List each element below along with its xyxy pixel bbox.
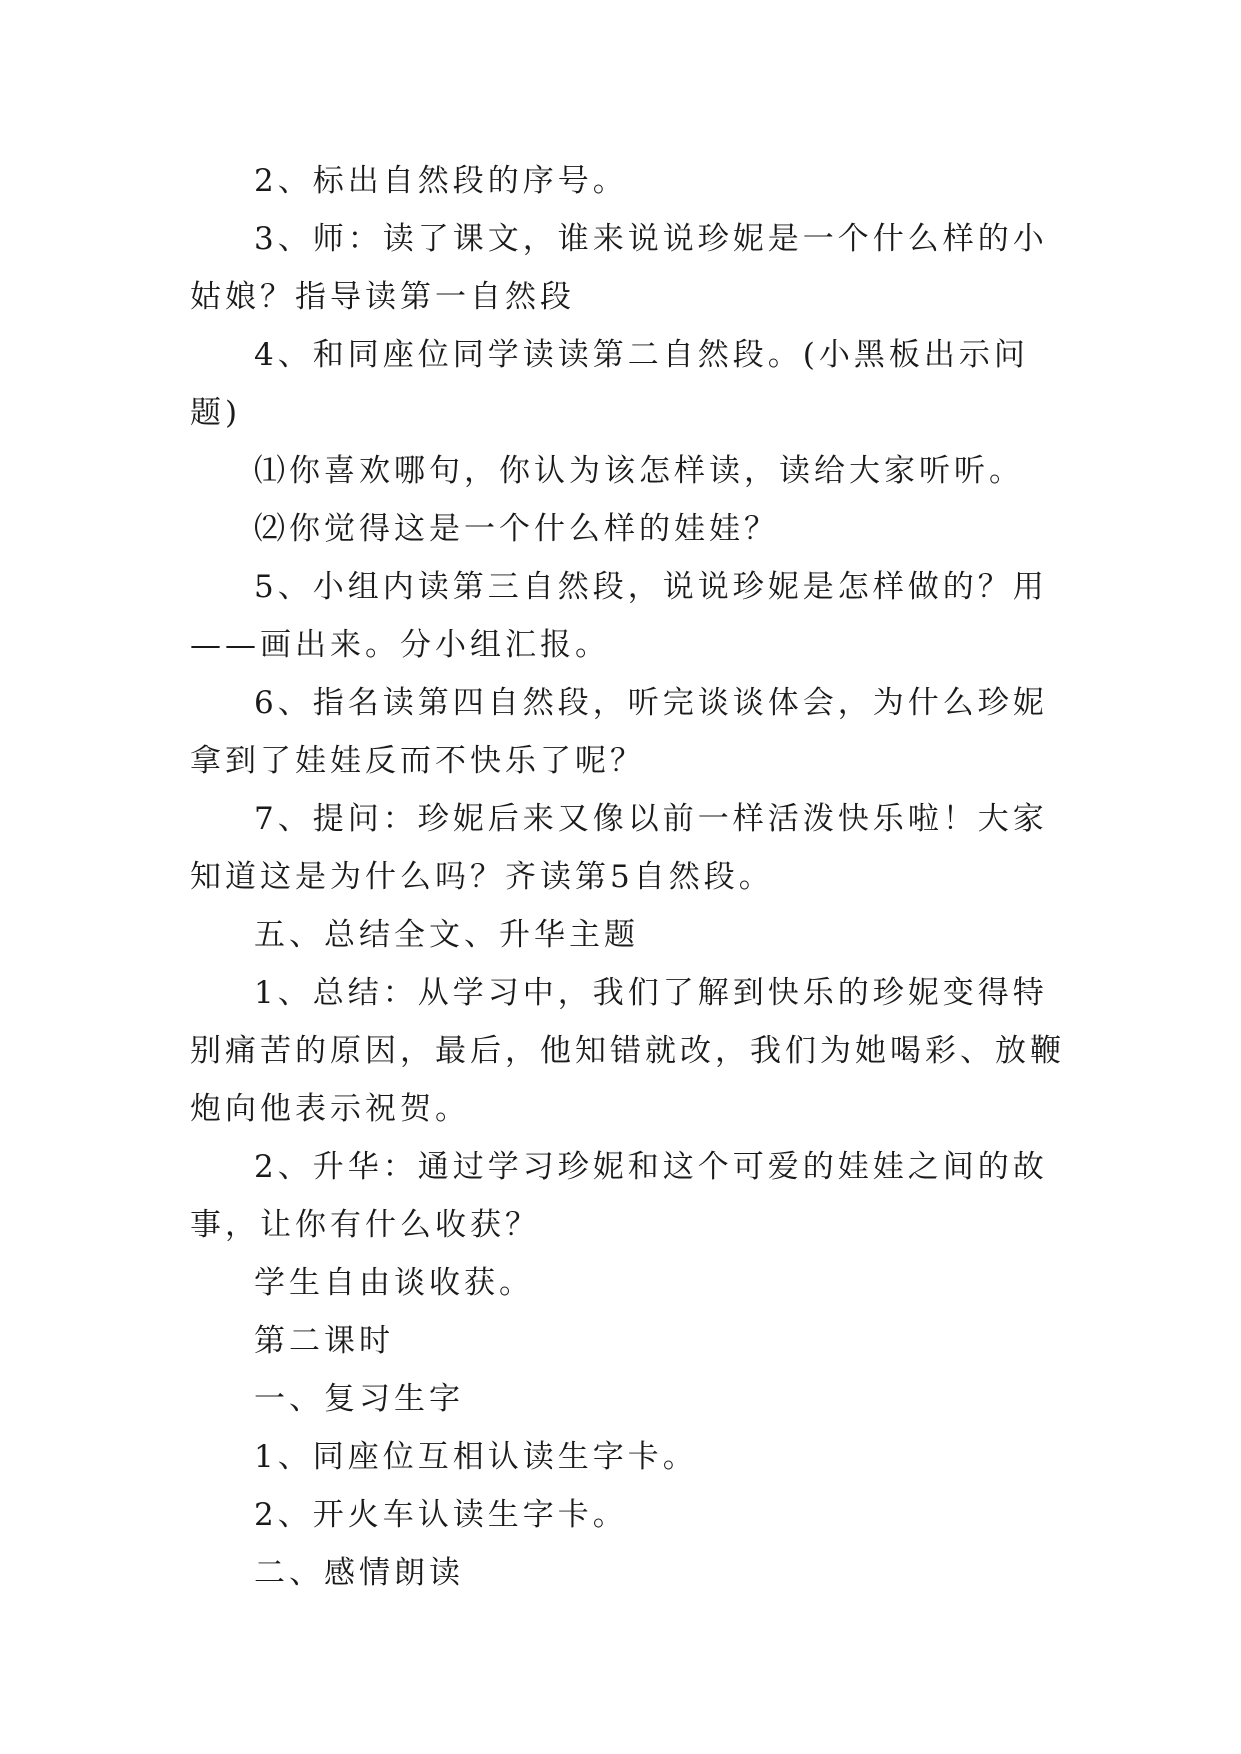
paragraph-summary: 1、总结：从学习中，我们了解到快乐的珍妮变得特别痛苦的原因，最后，他知错就改，我们为她喝彩、放鞭炮向他表示祝贺。: [190, 975, 1065, 1127]
section-heading-reading: 二、感情朗读: [254, 1555, 464, 1591]
paragraph-step-3: 3、师：读了课文，谁来说说珍妮是一个什么样的小姑娘？指导读第一自然段: [190, 221, 1048, 315]
paragraph-review-2: 2、开火车认读生字卡。: [254, 1497, 628, 1533]
paragraph-review-1: 1、同座位互相认读生字卡。: [254, 1439, 698, 1475]
lesson-heading-2: 第二课时: [254, 1323, 394, 1359]
paragraph-step-7: 7、提问：珍妮后来又像以前一样活泼快乐啦！大家知道这是为什么吗？齐读第5自然段。: [190, 801, 1048, 895]
paragraph-step-6: 6、指名读第四自然段，听完谈谈体会，为什么珍妮拿到了娃娃反而不快乐了呢？: [190, 685, 1048, 779]
document-body: [190, 152, 1070, 1602]
paragraph-question-1: ⑴你喜欢哪句，你认为该怎样读，读给大家听听。: [254, 453, 1024, 489]
paragraph-step-4: 4、和同座位同学读读第二自然段。(小黑板出示问题): [190, 337, 1029, 431]
paragraph-elevation: 2、升华：通过学习珍妮和这个可爱的娃娃之间的故事，让你有什么收获？: [190, 1149, 1048, 1243]
section-heading-5: 五、总结全文、升华主题: [254, 917, 639, 953]
paragraph-step-5: 5、小组内读第三自然段，说说珍妮是怎样做的？用——画出来。分小组汇报。: [190, 569, 1048, 663]
paragraph-student-talk: 学生自由谈收获。: [254, 1265, 534, 1301]
paragraph-question-2: ⑵你觉得这是一个什么样的娃娃？: [254, 511, 779, 547]
paragraph-step-2: 2、标出自然段的序号。: [254, 163, 628, 199]
section-heading-review: 一、复习生字: [254, 1381, 464, 1417]
